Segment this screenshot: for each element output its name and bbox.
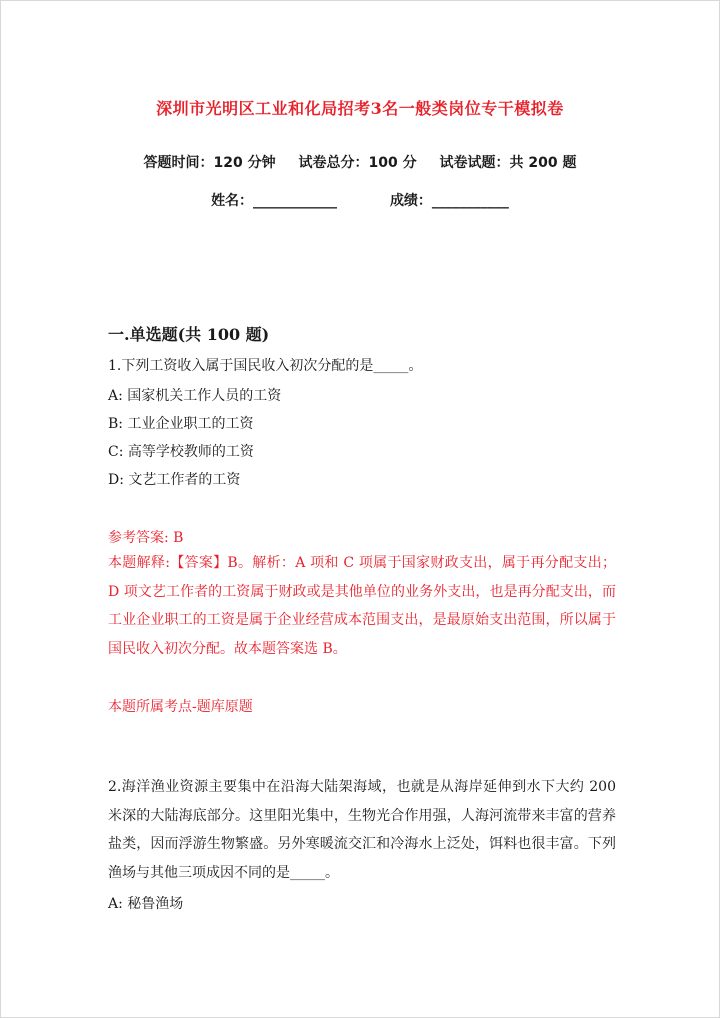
name-score-line [0,190,720,210]
question-2-stem: 2.海洋渔业资源主要集中在沿海大陆架海域，也就是从海岸延伸到水下大约 200 米深的大陆海底部分。这里阳光集中，生物光合作用强，人海河流带来丰富的营养盐类，因而浮游生物繁盛。另外寒暖流交汇和冷海水上泛处，饵料也很丰富。下列渔场与其他三项成因不同的是_____。 [108,779,616,881]
question-1-option-a: A: 国家机关工作人员的工资 [108,388,282,404]
question-1-option-b: B: 工业企业职工的工资 [108,416,254,432]
question-1-answer: 参考答案: B [108,530,184,546]
exam-total-score: 试卷总分：100 分 [298,155,417,171]
question-2-option-a: A: 秘鲁渔场 [108,896,184,912]
exam-time: 答题时间：120 分钟 [143,155,276,171]
exam-meta [0,152,720,172]
section-heading: 一.单选题(共 100 题) [108,325,270,344]
question-1-source: 本题所属考点-题库原题 [108,699,253,715]
question-1-option-d: D: 文艺工作者的工资 [108,472,241,488]
question-1-explanation: 本题解释:【答案】B。解析：A 项和 C 项属于国家财政支出，属于再分配支出；D 项文艺工作者的工资属于财政或是其他单位的业务外支出，也是再分配支出，而工业企业职工的工资是属于企业经营成本范围支出，是最原始支出范围，所以属于国民收入初次分配。故本题答案选 B。 [108,555,616,657]
question-1-stem: 1.下列工资收入属于国民收入初次分配的是_____。 [108,358,423,374]
question-1-option-c: C: 高等学校教师的工资 [108,444,254,460]
name-field: 姓名：____________ [211,193,338,209]
score-field: 成绩：___________ [389,193,509,209]
document-title: 深圳市光明区工业和化局招考3名一般类岗位专干模拟卷 [156,99,564,118]
exam-question-count: 试卷试题：共 200 题 [439,155,577,171]
